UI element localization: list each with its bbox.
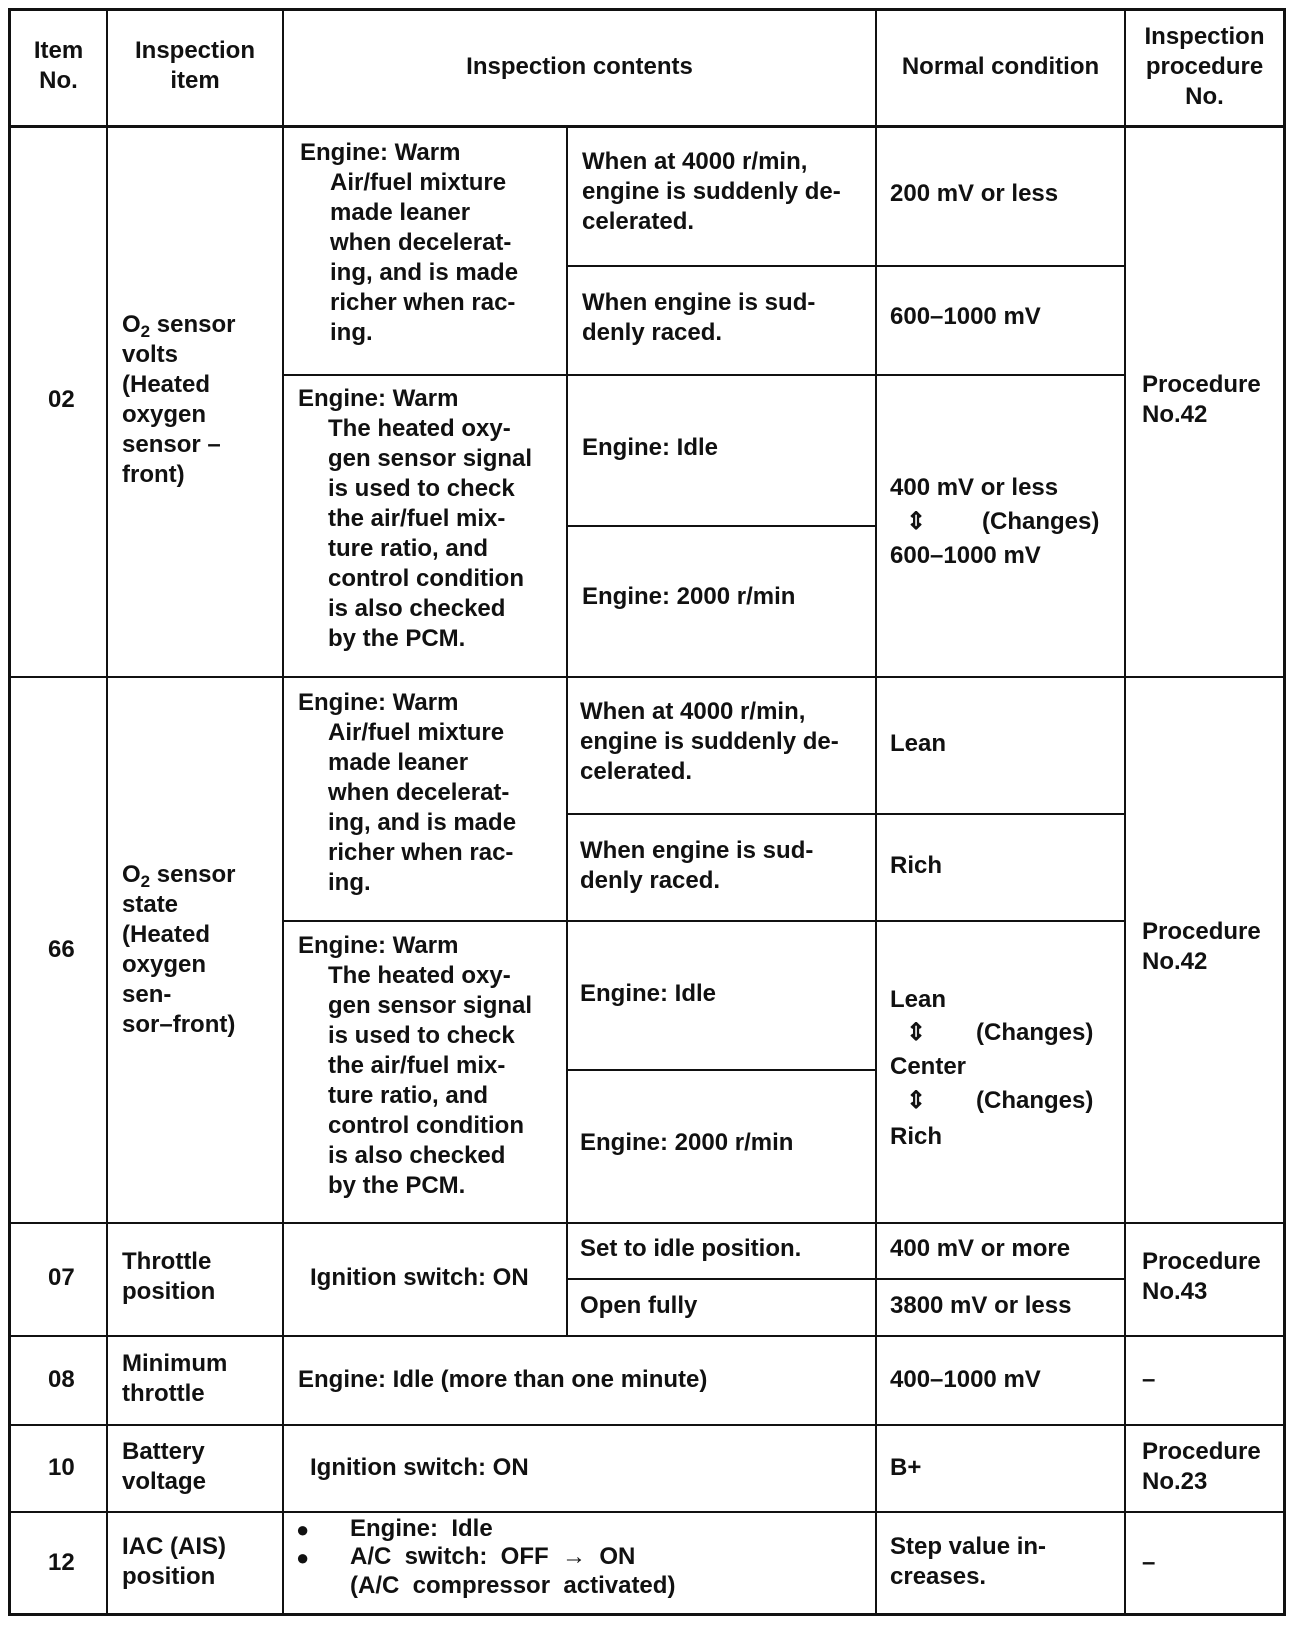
r66-line-a (566, 813, 1125, 815)
r66-sub4: Engine: 2000 r/min (580, 1129, 794, 1156)
r66-cond-b-detail: The heated oxy- gen sensor signal is used to check the air/fuel mix- ture ratio, and control condition is also checked by the PCM. (328, 962, 533, 1199)
header-item-no: Item No. (33, 37, 84, 94)
r66-item-lines: state (Heated oxygen sen- sor–front) (122, 891, 236, 1038)
r02-cond-a: Engine: Warm (300, 139, 461, 166)
r66-cond-a: Engine: Warm (298, 689, 459, 716)
r02-norm3b: (Changes) (982, 508, 1100, 535)
r02-item-name (122, 310, 236, 340)
r02-item-no: 02 (48, 386, 75, 413)
r66-norm3e: Rich (890, 1123, 943, 1150)
r66-sub2: When engine is sud- denly raced. (580, 837, 814, 894)
r02-procedure: Procedure No.42 (1142, 371, 1261, 428)
row-line-66 (8, 676, 1286, 678)
r66-sub1: When at 4000 r/min, engine is suddenly de- celerated. (580, 698, 839, 785)
row-line-08 (8, 1335, 1286, 1337)
bullet-icon-2: ● (296, 1545, 310, 1570)
r02-cond-b-detail: The heated oxy- gen sensor signal is used to check the air/fuel mix- ture ratio, and control condition is also checked by the PCM. (328, 415, 533, 652)
bullet-icon-1: ● (296, 1517, 310, 1542)
r02-updown-icon: ⇕ (906, 508, 927, 535)
r07-procedure: Procedure No.43 (1142, 1248, 1261, 1305)
r02-o-sub: 2 (140, 322, 151, 341)
col-line-1 (106, 8, 108, 1616)
row-line-12 (8, 1511, 1286, 1513)
table-border-bottom (8, 1613, 1286, 1616)
r66-cond-a-detail: Air/fuel mixture made leaner when decelerat- ing, and is made richer when rac- ing. (328, 719, 517, 896)
r02-line-c (566, 525, 876, 527)
r02-sub4: Engine: 2000 r/min (582, 583, 796, 610)
row-line-10 (8, 1424, 1286, 1426)
r07-contents: Ignition switch: ON (310, 1264, 529, 1291)
table-border-top (8, 8, 1286, 11)
r66-norm3b: (Changes) (976, 1019, 1094, 1046)
r66-updown-icon-2: ⇕ (906, 1087, 927, 1114)
r66-norm3a: Lean (890, 986, 947, 1013)
r12-item-name: IAC (AIS) position (122, 1533, 226, 1590)
header-normal-condition: Normal condition (901, 53, 1100, 80)
r02-norm2: 600–1000 mV (890, 303, 1041, 330)
r08-norm: 400–1000 mV (890, 1366, 1041, 1393)
r12-bullet2-note: (A/C compressor activated) (350, 1572, 676, 1599)
r66-norm3d: (Changes) (976, 1087, 1094, 1114)
table-border-left (8, 8, 11, 1616)
r66-o: O (122, 861, 141, 888)
r66-updown-icon-1: ⇕ (906, 1019, 927, 1046)
r07-norm2: 3800 mV or less (890, 1292, 1072, 1319)
header-procedure-no: Inspection procedure No. (1144, 23, 1265, 110)
r66-item-no: 66 (48, 936, 75, 963)
r07-norm1: 400 mV or more (890, 1235, 1071, 1262)
r12-bullet2: A/C switch: OFF → ON (350, 1543, 636, 1570)
header-inspection-contents: Inspection contents (466, 53, 693, 80)
r66-item-name (122, 860, 236, 890)
r02-sub2: When engine is sud- denly raced. (582, 289, 816, 346)
table-border-right (1283, 8, 1286, 1616)
r10-procedure: Procedure No.23 (1142, 1438, 1261, 1495)
r02-sub1: When at 4000 r/min, engine is suddenly de- celerated. (582, 148, 841, 235)
r07-item-no: 07 (48, 1264, 75, 1291)
r10-item-no: 10 (48, 1454, 75, 1481)
r08-item-name: Minimum throttle (122, 1350, 228, 1407)
r02-line-a (566, 265, 1125, 267)
col-line-2 (282, 8, 284, 1616)
r66-o-rest: sensor (150, 861, 236, 888)
r02-norm3a: 400 mV or less (890, 474, 1059, 501)
r02-line-b (282, 374, 1125, 376)
r10-contents: Ignition switch: ON (310, 1454, 529, 1481)
r12-item-no: 12 (48, 1549, 75, 1576)
r66-norm2: Rich (890, 852, 943, 879)
r66-procedure: Procedure No.42 (1142, 918, 1261, 975)
r12-bullet1: Engine: Idle (350, 1515, 493, 1542)
col-line-4 (875, 8, 877, 1616)
r02-cond-a-detail: Air/fuel mixture made leaner when decelerat- ing, and is made richer when rac- ing. (330, 169, 519, 346)
r66-cond-b: Engine: Warm (298, 932, 459, 959)
r02-cond-b: Engine: Warm (298, 385, 459, 412)
r12-norm: Step value in- creases. (890, 1533, 1047, 1590)
col-line-3 (566, 127, 568, 1335)
r02-item-lines: volts (Heated oxygen sensor – front) (122, 341, 221, 488)
r10-norm: B+ (890, 1454, 922, 1481)
r07-sub2: Open fully (580, 1292, 698, 1319)
r10-item-name: Battery voltage (122, 1438, 207, 1495)
row-line-07 (8, 1222, 1286, 1224)
r02-o-rest: sensor (150, 311, 236, 338)
r02-norm3c: 600–1000 mV (890, 542, 1041, 569)
r66-line-c (566, 1069, 876, 1071)
header-inspection-item: Inspection item (134, 37, 255, 94)
r12-procedure: – (1142, 1549, 1156, 1576)
r66-sub3: Engine: Idle (580, 980, 717, 1007)
r07-line-a (566, 1278, 1125, 1280)
r66-o-sub: 2 (140, 872, 151, 891)
r66-norm3c: Center (890, 1053, 967, 1080)
r02-o: O (122, 311, 141, 338)
r07-item-name: Throttle position (122, 1248, 216, 1305)
r08-contents: Engine: Idle (more than one minute) (298, 1366, 708, 1393)
r07-sub1: Set to idle position. (580, 1235, 802, 1262)
r02-norm1: 200 mV or less (890, 180, 1059, 207)
row-line-header (8, 125, 1286, 128)
r66-line-b (282, 920, 1125, 922)
r08-item-no: 08 (48, 1366, 75, 1393)
r08-procedure: – (1142, 1366, 1156, 1393)
col-line-5 (1124, 8, 1126, 1616)
r02-sub3: Engine: Idle (582, 434, 719, 461)
r66-norm1: Lean (890, 730, 947, 757)
